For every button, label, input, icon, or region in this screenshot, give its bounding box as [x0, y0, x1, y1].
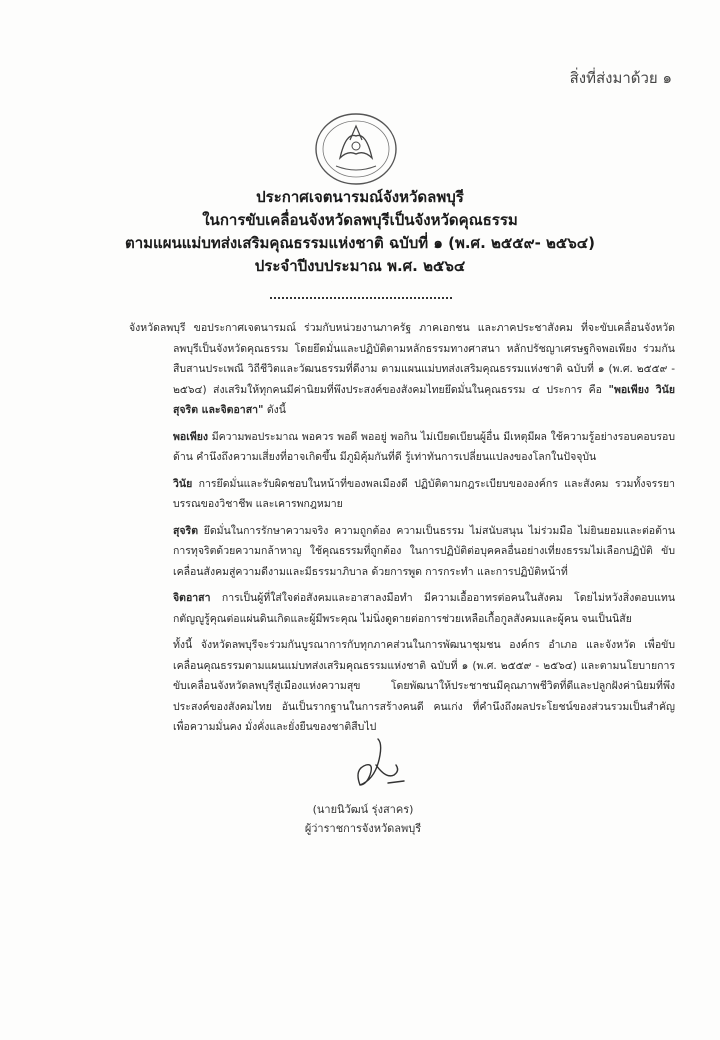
- intro-tail: ดังนี้: [266, 404, 286, 416]
- divider: [270, 297, 452, 299]
- closing-paragraph: ทั้งนี้ จังหวัดลพบุรีจะร่วมกันบูรณาการกับทุกภาคส่วนในการพัฒนาชุมชน องค์กร อำเภอ และจังหวัด เพื่อขับเคลื่อนคุณธรรมตามแผนแม่บทส่งเสริมคุณธรรมแห่งชาติ ฉบับที่ ๑ (พ.ศ. ๒๕๕๙ - ๒๕๖๔) และตามนโยบายการขับเคลื่อนจังหวัดลพบุรีสู่เมืองแห่งความสุข โดยพัฒนาให้ประชาชนมีคุณภาพชีวิตที่ดีและปลูกฝังค่านิยมที่พึงประสงค์ของสังคมไทย อันเป็นรากฐานในการสร้างคนดี คนเก่ง ที่คำนึงถึงผลประโยชน์ของส่วนรวมเป็นสำคัญ เพื่อความมั่นคง มั่งคั่งและยั่งยืนของชาติสืบไป: [173, 639, 675, 733]
- signer-position: ผู้ว่าราชการจังหวัดลพบุรี: [304, 822, 422, 835]
- virtue-paragraph: [173, 588, 675, 629]
- virtue-desc: ยึดมั่นในการรักษาความจริง ความถูกต้อง ความเป็นธรรม ไม่สนับสนุน ไม่ร่วมมือ ไม่ยินยอมและต่อต้านการทุจริตด้วยความกล้าหาญ ใช้คุณธรรมที่ถูกต้อง ในการปฏิบัติต่อบุคคลอื่นอย่างเที่ยงธรรมไม่เลือกปฏิบัติ ขับเคลื่อนสังคมสู่ความดีงามและมีธรรมาภิบาล ด้วยการพูด การกระทำ และการปฏิบัติหน้าที่: [173, 524, 675, 578]
- virtue-desc: มีความพอประมาณ พอควร พอดี พออยู่ พอกิน ไม่เบียดเบียนผู้อื่น มีเหตุมีผล ใช้ความรู้อย่างรอบคอบรอบด้าน คำนึงถึงความเสี่ยงที่อาจเกิดขึ้น มีภูมิคุ้มกันที่ดี รู้เท่าทันการเปลี่ยนแปลงของโลกในปัจจุบัน: [173, 430, 675, 463]
- provincial-seal-icon: [312, 110, 400, 188]
- virtue-desc: การเป็นผู้ที่ใส่ใจต่อสังคมและอาสาลงมือทำ มีความเอื้ออาทรต่อคนในสังคม โดยไม่หวังสิ่งตอบแทน กตัญญูรู้คุณต่อแผ่นดินเกิดและผู้มีพระคุณ ไม่นิ่งดูดายต่อการช่วยเหลือเกื้อกูลสังคมและผู้คน จนเป็นนิสัย: [173, 592, 675, 625]
- title-line-2: ในการขับเคลื่อนจังหวัดลพบุรีเป็นจังหวัดคุณธรรม: [202, 211, 518, 229]
- signer-name: (นายนิวัฒน์ รุ่งสาคร): [312, 803, 414, 816]
- intro-virtues: "พอเพียง วินัย สุจริต และจิตอาสา": [173, 383, 675, 416]
- title-line-3: ตามแผนแม่บทส่งเสริมคุณธรรมแห่งชาติ ฉบับที่ ๑ (พ.ศ. ๒๕๕๙- ๒๕๖๔): [125, 234, 595, 252]
- signature-icon: [330, 735, 420, 793]
- virtue-term: จิตอาสา: [173, 592, 211, 604]
- title-line-1: ประกาศเจตนารมณ์จังหวัดลพบุรี: [256, 188, 464, 206]
- intro-text: จังหวัดลพบุรี ขอประกาศเจตนารมณ์ ร่วมกับหน่วยงานภาครัฐ ภาคเอกชน และภาคประชาสังคม ที่จะขับเคลื่อนจังหวัดลพบุรีเป็นจังหวัดคุณธรรม โดยยึดมั่นและปฏิบัติตามหลักธรรมทางศาสนา หลักปรัชญาเศรษฐกิจพอเพียง ร่วมกันสืบสานประเพณี วิถีชีวิตและวัฒนธรรมที่ดีงาม ตามแผนแม่บทส่งเสริมคุณธรรมแห่งชาติ ฉบับที่ ๑ (พ.ศ. ๒๕๕๙ - ๒๕๖๔) ส่งเสริมให้ทุกคนมีค่านิยมที่พึงประสงค์ของสังคมไทยยึดมั่นในคุณธรรม ๔ ประการ คือ: [129, 322, 675, 396]
- title-block: [80, 186, 640, 278]
- virtue-term: วินัย: [173, 477, 193, 490]
- signer-block: [268, 800, 458, 838]
- announcement-body: [129, 318, 675, 744]
- title-line-4: ประจำปีงบประมาณ พ.ศ. ๒๕๖๔: [254, 257, 466, 275]
- virtue-paragraph: [173, 474, 675, 515]
- intro-paragraph: [129, 318, 675, 421]
- virtue-paragraph: [173, 521, 675, 583]
- virtue-term: สุจริต: [173, 524, 199, 537]
- virtue-desc: การยึดมั่นและรับผิดชอบในหน้าที่ของพลเมืองดี ปฏิบัติตามกฎระเบียบขององค์กร และสังคม รวมทั้งจรรยาบรรณของวิชาชีพ และเคารพกฎหมาย: [173, 477, 675, 510]
- virtue-term: พอเพียง: [173, 430, 209, 443]
- virtue-paragraph: [173, 427, 675, 468]
- attachment-label: สิ่งที่ส่งมาด้วย ๑: [569, 69, 672, 87]
